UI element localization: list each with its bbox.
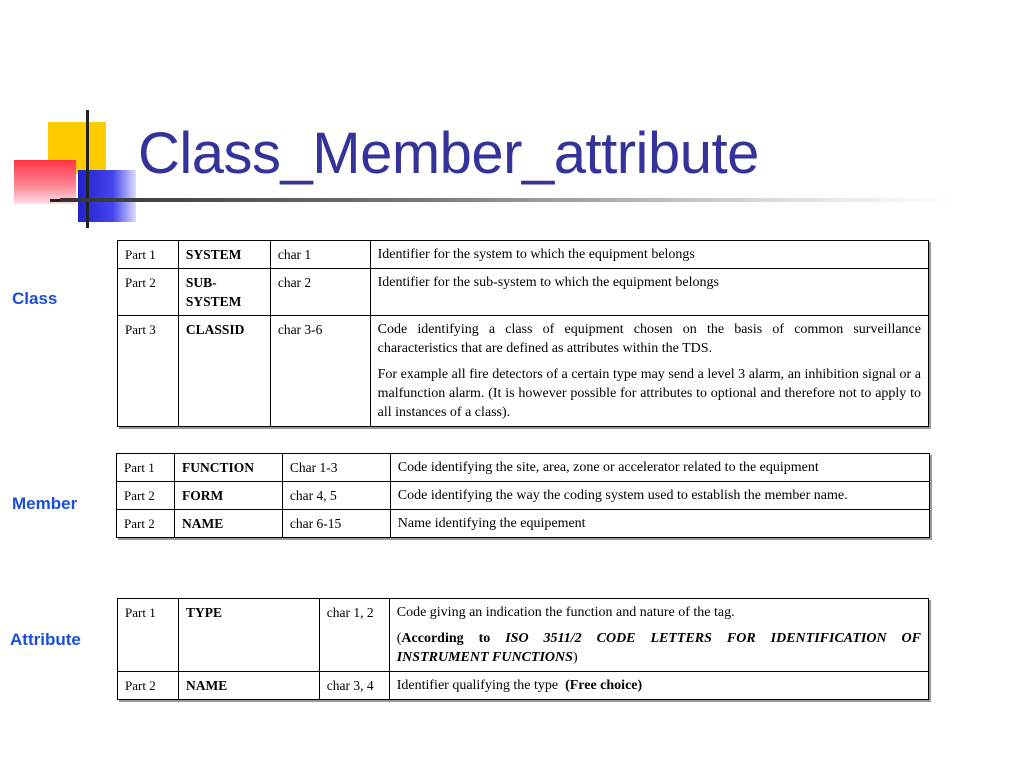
deco-vertical-line: [86, 110, 89, 228]
according-to-text: According to: [401, 631, 491, 646]
attribute-table: [117, 598, 929, 700]
description-para: For example all fire detectors of a certain type may send a level 3 alarm, an inhibition signal or a malfunction alarm. (It is however possible for attributes to optional and therefore not to apply to all instances of a class).: [377, 367, 921, 420]
code-cell: NAME: [174, 510, 282, 538]
part-cell: Part 1: [118, 599, 179, 672]
chars-cell: char 1: [270, 241, 370, 269]
title-underline: [60, 198, 960, 202]
table-row: [117, 482, 930, 510]
part-cell: Part 2: [118, 269, 179, 316]
table-row: [117, 454, 930, 482]
class-table: [117, 240, 929, 427]
part-cell: Part 2: [117, 482, 175, 510]
table-row: [118, 316, 929, 427]
member-table: [116, 453, 930, 538]
description-cell: Identifier for the sub-system to which the equipment belongs: [370, 269, 928, 316]
chars-cell: Char 1-3: [282, 454, 390, 482]
part-cell: Part 1: [117, 454, 175, 482]
chars-cell: char 2: [270, 269, 370, 316]
chars-cell: char 3-6: [270, 316, 370, 427]
table-row: [117, 510, 930, 538]
description-cell: [370, 316, 928, 427]
chars-cell: char 1, 2: [319, 599, 389, 672]
iso-reference-text: ISO 3511/2 CODE LETTERS FOR IDENTIFICATION OF INSTRUMENT FUNCTIONS: [396, 631, 921, 665]
code-cell: TYPE: [178, 599, 319, 672]
table-row: [118, 599, 929, 672]
chars-cell: char 4, 5: [282, 482, 390, 510]
description-cell: Code identifying the site, area, zone or accelerator related to the equipment: [390, 454, 929, 482]
table-row: [118, 269, 929, 316]
table-row: [118, 241, 929, 269]
part-cell: Part 1: [118, 241, 179, 269]
part-cell: Part 2: [118, 672, 179, 700]
member-label: Member: [12, 494, 78, 513]
description-cell: Identifier for the system to which the equipment belongs: [370, 241, 928, 269]
description-para: Code giving an indication the function and nature of the tag.: [396, 605, 735, 620]
page-title: Class_Member_attribute: [138, 121, 759, 186]
description-cell: [389, 672, 928, 700]
code-cell: SUB-SYSTEM: [178, 269, 270, 316]
code-cell: FUNCTION: [174, 454, 282, 482]
description-text: Identifier qualifying the type: [396, 678, 559, 693]
class-label: Class: [12, 289, 58, 308]
part-cell: Part 3: [118, 316, 179, 427]
code-cell: NAME: [178, 672, 319, 700]
description-cell: Code identifying the way the coding system used to establish the member name.: [390, 482, 929, 510]
description-cell: [389, 599, 928, 672]
table-row: [118, 672, 929, 700]
code-cell: CLASSID: [178, 316, 270, 427]
chars-cell: char 6-15: [282, 510, 390, 538]
attribute-label: Attribute: [10, 630, 81, 649]
part-cell: Part 2: [117, 510, 175, 538]
code-cell: FORM: [174, 482, 282, 510]
description-para: Code identifying a class of equipment chosen on the basis of common surveillance characteristics that are defined as attributes within the TDS.: [377, 322, 921, 356]
description-para: [397, 629, 921, 667]
paren-close: ): [572, 650, 578, 665]
chars-cell: char 3, 4: [319, 672, 389, 700]
code-cell: SYSTEM: [178, 241, 270, 269]
free-choice-text: (Free choice): [565, 678, 643, 693]
description-cell: Name identifying the equipement: [390, 510, 929, 538]
paren-open: (: [396, 631, 402, 646]
